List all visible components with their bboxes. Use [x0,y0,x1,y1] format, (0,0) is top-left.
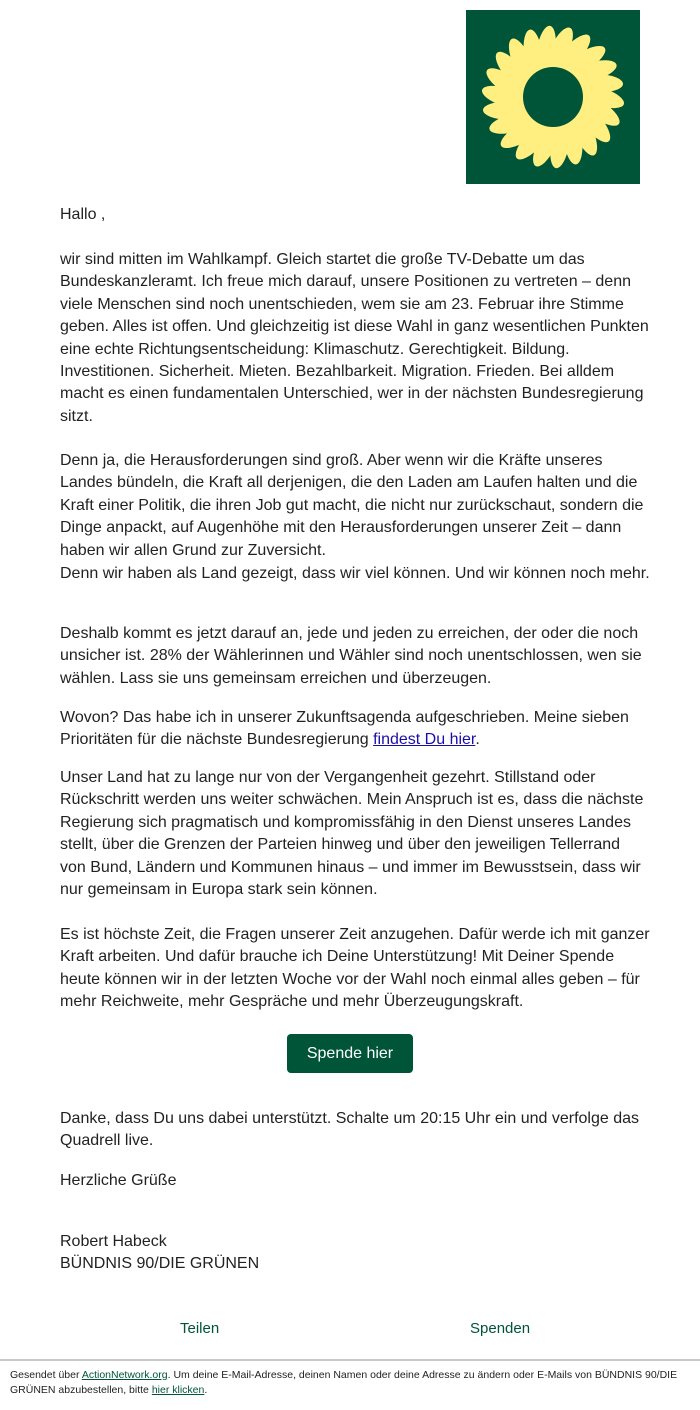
agenda-text: Wovon? Das habe ich in unserer Zukunftsagenda aufgeschrieben. Meine sieben Prioritäten für die nächste Bundesregierung [60,709,629,749]
actionnetwork-link[interactable]: ActionNetwork.org [81,1369,168,1381]
paragraph-vision: Unser Land hat zu lange nur von der Vergangenheit gezehrt. Stillstand oder Rückschritt werden uns weiter schwächen. Mein Anspruch ist es, dass die nächste Regierung sich pragmatisch und kompromissfähig in den Dienst unseres Landes stellt, über die Grenzen der Parteien hinweg und über den jeweiligen Tellerrand von Bund, Ländern und Kommunen hinaus – und immer im Bewusstsein, dass wir nur gemeinsam in Europa stark sein können. [60,769,644,899]
paragraph-thanks: Danke, dass Du uns dabei unterstützt. Schalte um 20:15 Uhr ein und verfolge das Quadrell live. [60,1110,640,1150]
share-link[interactable]: Teilen [180,1320,220,1337]
unsubscribe-link[interactable]: hier klicken [151,1384,205,1396]
footer-divider [0,1359,700,1361]
fineprint-middle: . Um deine E-Mail-Adresse, deinen Namen oder deine Adresse zu ändern oder E-Mails von BÜNDNIS 90/DIE GRÜNEN abzubestellen, bitte [10,1369,678,1396]
sunflower-icon [466,10,640,184]
signature-org: BÜNDNIS 90/DIE GRÜNEN [60,1255,260,1272]
paragraph-country: Denn wir haben als Land gezeigt, dass wir viel können. Und wir können noch mehr. [60,565,650,582]
footer-fineprint [10,1368,690,1398]
fineprint-end: . [204,1384,208,1396]
closing: Herzliche Grüße [60,1172,177,1189]
agenda-link[interactable]: findest Du hier [373,731,476,749]
fineprint-prefix: Gesendet über [10,1369,82,1381]
paragraph-intro: wir sind mitten im Wahlkampf. Gleich startet die große TV-Debatte um das Bundeskanzleramt. Ich freue mich darauf, unsere Positionen zu vertreten – denn viele Menschen sind noch unentschieden, wem sie am 23. Februar ihre Stimme geben. Alles ist offen. Und gleichzeitig ist diese Wahl in ganz wesentlichen Punkten eine echte Richtungsentscheidung: Klimaschutz. Gerechtigkeit. Bildung. Investitionen. Sicherheit. Mieten. Bezahlbarkeit. Migration. Frieden. Bei alldem macht es einen fundamentalen Unterschied, wer in der nächsten Bundesregierung sitzt. [60,251,649,425]
paragraph-agenda [60,707,650,752]
party-logo [466,10,640,184]
paragraph-donation-ask: Es ist höchste Zeit, die Fragen unserer Zeit anzugehen. Dafür werde ich mit ganzer Kraft arbeiten. Und dafür brauche ich Deine Unterstützung! Mit Deiner Spende heute können wir in der letzten Woche vor der Wahl noch einmal alles geben – für mehr Reichweite, mehr Gespräche und mehr Überzeugungskraft. [60,926,650,1011]
paragraph-challenges: Denn ja, die Herausforderungen sind groß. Aber wenn wir die Kräfte unseres Landes bündeln, die Kraft all derjenigen, die den Laden am Laufen halten und die Kraft einer Politik, die ihren Job gut macht, die nicht nur zurückschaut, sondern die Dinge anpackt, auf Augenhöhe mit den Herausforderungen unserer Zeit – dann haben wir allen Grund zur Zuversicht. [60,452,644,559]
signature-name: Robert Habeck [60,1233,167,1250]
greeting: Hallo , [60,206,106,223]
agenda-end: . [475,731,480,749]
donate-link[interactable]: Spenden [470,1320,531,1337]
donate-button[interactable]: Spende hier [287,1034,413,1073]
paragraph-undecided: Deshalb kommt es jetzt darauf an, jede und jeden zu erreichen, der oder die noch unsicher ist. 28% der Wählerinnen und Wähler sind noch unentschlossen, wen sie wählen. Lass sie uns gemeinsam erreichen und überzeugen. [60,625,642,687]
